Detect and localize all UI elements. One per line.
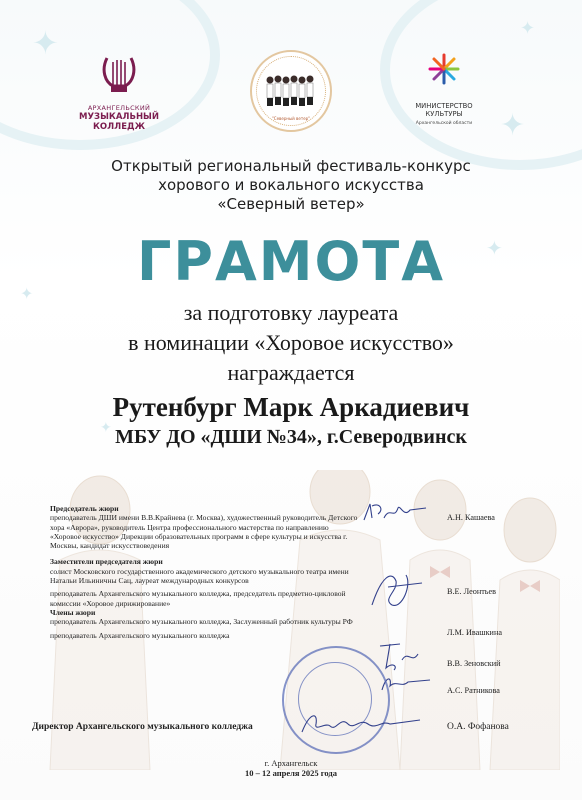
festival-line1: Открытый региональный фестиваль-конкурс	[111, 157, 471, 175]
college-logo-line2: МУЗЫКАЛЬНЫЙ	[79, 112, 159, 122]
director-name: О.А. Фофанова	[447, 722, 509, 732]
jury-vice1-text: солист Московского государственного академического детского музыкального театра имени Натальи Ильиничны Сац, лауреат международных конкурсов	[50, 566, 349, 586]
jury-name-3: Л.М. Ивашкина	[447, 628, 502, 637]
ministry-logo-line3: Архангельской области	[415, 121, 473, 126]
jury-member1-text: преподаватель Архангельского музыкального колледжа, Заслуженный работник культуры РФ	[50, 617, 353, 627]
recipient-school: МБУ ДО «ДШИ №34», г.Северодвинск	[115, 426, 467, 448]
festival-line2: хорового и вокального искусства	[158, 176, 424, 194]
event-dates: 10 – 12 апреля 2025 года	[245, 768, 337, 778]
certificate-title: ГРАМОТА	[136, 230, 446, 293]
decor-star-icon: ✦	[100, 420, 112, 436]
choir-children-icon	[264, 74, 318, 108]
jury-members-heading: Члены жюри	[50, 607, 96, 617]
decor-star-icon: ✦	[520, 18, 536, 39]
signature-zenovsky	[372, 640, 432, 674]
reason-line1: за подготовку лауреата	[183, 300, 399, 325]
festival-line3: «Северный ветер»	[217, 195, 365, 213]
decor-arc	[380, 0, 582, 170]
jury-member2-text: преподаватель Архангельского музыкального колледжа	[50, 630, 230, 640]
ministry-logo-line1: МИНИСТЕРСТВО	[415, 102, 473, 110]
festival-logo	[250, 50, 332, 132]
signature-leontev	[362, 565, 432, 615]
ministry-logo	[412, 52, 476, 126]
jury-list	[50, 504, 360, 640]
decor-star-icon: ✦	[500, 108, 526, 143]
director-title: Директор Архангельского музыкального колледжа	[32, 722, 253, 732]
signature-kashaeva	[360, 500, 430, 526]
college-logo-line3: КОЛЛЕДЖ	[92, 122, 146, 132]
jury-chair-text: преподаватель ДШИ имени В.В.Крайнева (г. Москва), художественный руководитель Детского хора «Аврора», руководитель Центра профессионального мастерства по направлению «Хоровое искусство» Дирекции образовательных программ в сфере культуры и искусства г. Москвы, кандидат искусствоведения	[50, 513, 358, 551]
lyre-icon	[99, 52, 139, 96]
event-place-date	[0, 758, 582, 778]
college-logo-line1: АРХАНГЕЛЬСКИЙ	[87, 104, 151, 112]
signature-director	[296, 708, 426, 738]
decor-star-icon: ✦	[32, 24, 59, 62]
ministry-logo-line2: КУЛЬТУРЫ	[425, 110, 463, 118]
decor-star-icon: ✦	[20, 284, 34, 303]
jury-name-1: А.Н. Кашаева	[447, 513, 495, 522]
jury-chair-heading: Председатель жюри	[50, 504, 119, 513]
awarded-line: награждается	[227, 360, 355, 385]
jury-name-2: В.Е. Леонтьев	[447, 587, 497, 596]
festival-logo-caption: "Северный ветер"	[271, 116, 311, 121]
event-city: г. Архангельск	[264, 758, 318, 768]
jury-vice-heading: Заместители председателя жюри	[50, 557, 163, 567]
ministry-emblem-icon	[427, 52, 461, 86]
jury-vice2-text: преподаватель Архангельского музыкального колледжа, председатель предметно-цикловой комиссии «Хоровое дирижирование»	[50, 589, 346, 608]
decor-star-icon: ✦	[486, 236, 503, 260]
reason-line2: в номинации «Хоровое искусство»	[128, 330, 454, 355]
jury-name-5: А.С. Ратникова	[447, 686, 500, 695]
festival-title	[40, 157, 542, 214]
jury-name-4: В.В. Зеновский	[447, 659, 501, 668]
college-logo	[78, 52, 160, 132]
recipient-name: Рутенбург Марк Аркадиевич	[112, 392, 470, 422]
